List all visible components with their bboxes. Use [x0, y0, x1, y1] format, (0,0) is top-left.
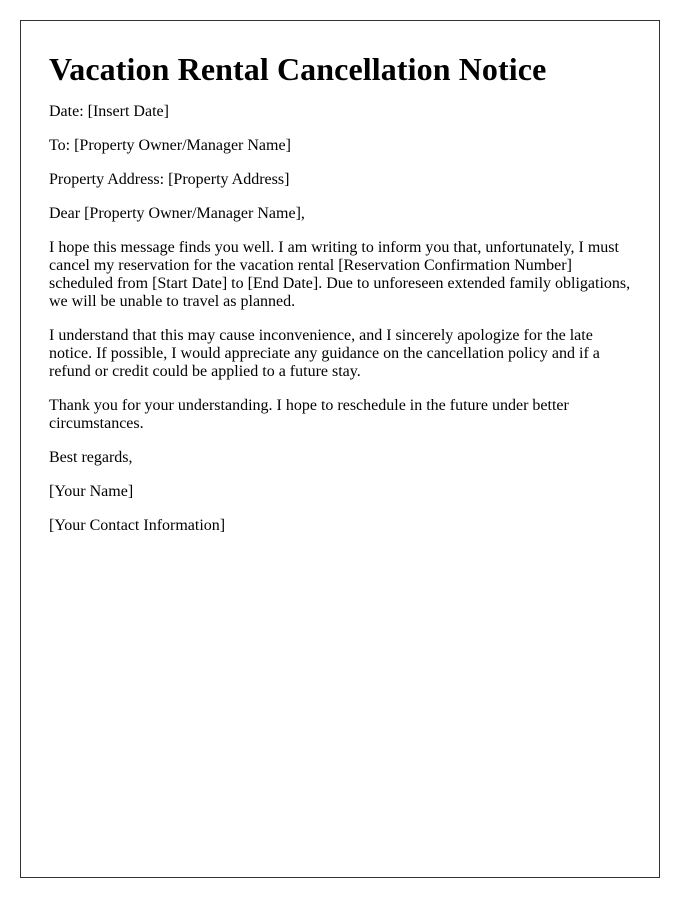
letter-content [49, 51, 639, 551]
closing: Best regards, [49, 449, 133, 466]
letter-page [20, 20, 660, 878]
property-address-line: Property Address: [Property Address] [49, 171, 290, 188]
recipient-line: To: [Property Owner/Manager Name] [49, 137, 291, 154]
body-paragraph-3: Thank you for your understanding. I hope to reschedule in the future under better circumstances. [49, 397, 569, 432]
page-title: Vacation Rental Cancellation Notice [49, 51, 547, 87]
body-paragraph-2: I understand that this may cause inconvenience, and I sincerely apologize for the late notice. If possible, I would appreciate any guidance on the cancellation policy and if a refund or credit could be applied to a future stay. [49, 327, 600, 380]
date-line: Date: [Insert Date] [49, 103, 169, 120]
body-paragraph-1: I hope this message finds you well. I am writing to inform you that, unfortunately, I must cancel my reservation for the vacation rental [Reservation Confirmation Number] scheduled from [Start Date] to [End Date]. Due to unforeseen extended family obligations, we will be unable to travel as planned. [49, 239, 631, 310]
salutation: Dear [Property Owner/Manager Name], [49, 205, 305, 222]
sender-name: [Your Name] [49, 483, 134, 500]
sender-contact: [Your Contact Information] [49, 517, 226, 534]
